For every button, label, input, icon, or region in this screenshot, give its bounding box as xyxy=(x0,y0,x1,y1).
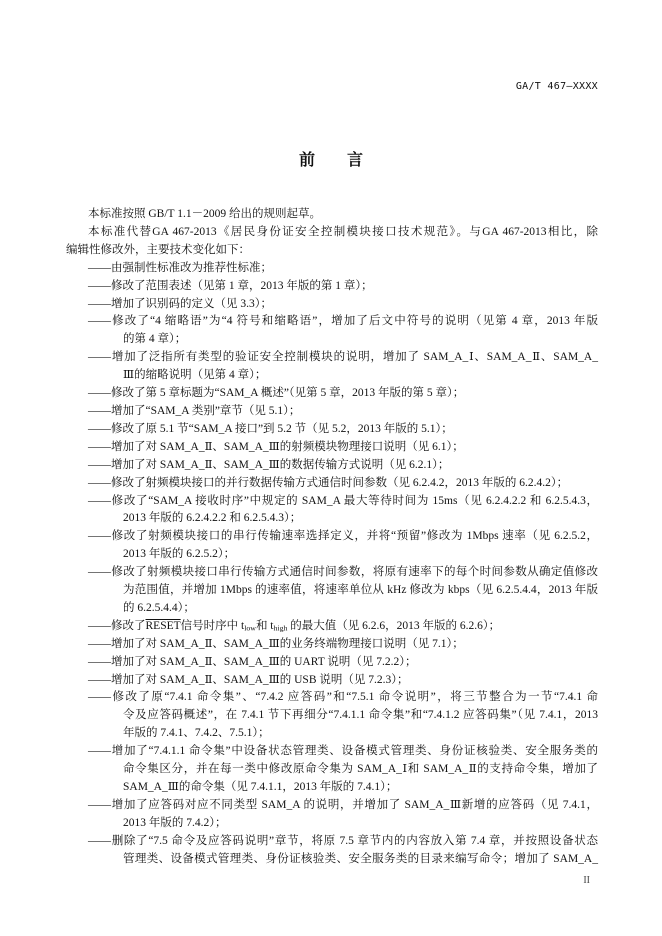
change-line: ——修改了范围表述（见第 1 章，2013 年版的第 1 章）； xyxy=(88,279,373,292)
change-line: ——增加了对 SAM_A_Ⅱ、SAM_A_Ⅲ的射频模块物理接口说明（见 6.1）； xyxy=(88,440,464,453)
subscript: high xyxy=(273,623,288,633)
change-line: ——增加了识别码的定义（见 3.3）； xyxy=(88,297,272,310)
page-number: II xyxy=(583,875,590,886)
change-list-item xyxy=(66,833,598,869)
change-list-item xyxy=(66,278,598,296)
change-line: 的 6.2.5.4.4）； xyxy=(123,601,195,614)
change-list-item xyxy=(66,528,598,564)
change-line: ——修改了“SAM_A 接收时序”中规定的 SAM_A 最大等待时间为 15ms（见 6.2.4.2.2 和 6.2.5.4.3， xyxy=(88,494,598,507)
change-list-item xyxy=(66,672,598,690)
change-line: ——增加了泛指所有类型的验证安全控制模块的说明，增加了 SAM_A_Ⅰ、SAM_A_Ⅱ、SAM_A_ xyxy=(88,351,598,364)
change-line: ——修改了原“7.4.1 命令集”、“7.4.2 应答码”和“7.5.1 命令说明”，将三节整合为一节“7.4.1 命 xyxy=(88,691,598,704)
change-list-item xyxy=(66,493,598,529)
change-line: ——修改了“4 缩略语”为“4 符号和缩略语”，增加了后文中符号的说明（见第 4 章，2013 年版 xyxy=(88,315,598,328)
intro xyxy=(66,206,598,260)
change-line: ——增加了“SAM_A 类别”章节（见 5.1）； xyxy=(88,404,301,417)
change-line: 2013 年版的 6.2.5.2）； xyxy=(123,548,236,561)
change-list-item xyxy=(66,403,598,421)
change-line: ——增加了“7.4.1.1 命令集”中设备状态管理类、设备模式管理类、身份证核验类、安全服务类的 xyxy=(88,745,598,758)
change-line: ——修改了射频模块接口串行传输方式通信时间参数，将原有速率下的每个时间参数从确定值修改 xyxy=(88,566,598,579)
change-line: 2013 年版的 7.4.2）； xyxy=(123,816,227,829)
page-title: 前 言 xyxy=(298,150,363,169)
change-line: ——由强制性标准改为推荐性标准； xyxy=(88,261,272,274)
change-line: 的第 4 章）； xyxy=(123,333,187,346)
change-list-item xyxy=(66,439,598,457)
change-line: SAM_A_Ⅲ的命令集（见 7.4.1.1，2013 年版的 7.4.1）； xyxy=(123,781,398,793)
intro-replacement-line: 本标准代替GA 467-2013《居民身份证安全控制模块接口技术规范》。与GA 467-2013相比，除 xyxy=(88,225,598,238)
signal-name: RESET xyxy=(145,619,181,632)
change-line: ——修改了第 5 章标题为“SAM_A 概述”（见第 5 章，2013 年版的第 5 章）； xyxy=(88,387,465,400)
change-line: 令及应答码概述”，在 7.4.1 节下再细分“7.4.1.1 命令集”和“7.4.1.2 应答码集”（见 7.4.1，2013 xyxy=(123,709,598,722)
change-line: Ⅲ的缩略说明（见第 4 章）； xyxy=(123,369,267,382)
change-line: ——增加了对 SAM_A_Ⅱ、SAM_A_Ⅲ的 USB 说明（见 7.2.3）； xyxy=(88,673,409,686)
change-line: 管理类、设备模式管理类、身份证核验类、安全服务类的目录来编写命令；增加了 SAM_A_ xyxy=(123,852,598,865)
change-list-item xyxy=(66,457,598,475)
intro-replacement-line: 编辑性修改外，主要技术变化如下： xyxy=(66,243,250,256)
change-line: ——删除了“7.5 命令及应答码说明”章节，将原 7.5 章节内的内容放入第 7.4 章，并按照设备状态 xyxy=(88,834,598,847)
text-run: ——修改了 xyxy=(88,619,146,632)
change-list-item xyxy=(66,475,598,493)
text-run: 信号时序中 t xyxy=(180,619,245,632)
change-list-item xyxy=(66,260,598,278)
change-list-item xyxy=(66,296,598,314)
change-list-item xyxy=(66,743,598,797)
change-list-item xyxy=(66,421,598,439)
standard-number: GA/T 467—XXXX xyxy=(515,81,598,92)
change-line xyxy=(66,618,598,636)
change-list-item xyxy=(66,349,598,385)
technical-changes-list xyxy=(66,260,598,869)
change-line: 2013 年版的 6.2.4.2.2 和 6.2.5.4.3）； xyxy=(123,512,302,525)
change-line: ——修改了原 5.1 节“SAM_A 接口”到 5.2 节（见 5.2，2013 年版的 5.1）； xyxy=(88,422,453,435)
change-list-item xyxy=(66,385,598,403)
change-line: ——增加了应答码对应不同类型 SAM_A 的说明，并增加了 SAM_A_Ⅲ新增的应答码（见 7.4.1， xyxy=(88,798,598,811)
change-list-item xyxy=(66,564,598,618)
intro-drafting-rules: 本标准按照 GB/T 1.1－2009 给出的规则起草。 xyxy=(88,208,321,220)
change-list-item xyxy=(66,797,598,833)
change-list-item xyxy=(66,654,598,672)
text-run: 和 t xyxy=(255,619,274,632)
change-line: ——修改了射频模块接口的并行数据传输方式通信时间参数（见 6.2.4.2，2013 年版的 6.2.4.2）； xyxy=(88,476,569,489)
change-list-item xyxy=(66,618,598,636)
change-line: 命令集区分，并在每一类中修改原命令集为 SAM_A_Ⅰ和 SAM_A_Ⅱ的支持命令集，增加了 xyxy=(123,763,598,776)
change-line: ——增加了对 SAM_A_Ⅱ、SAM_A_Ⅲ的 UART 说明（见 7.2.2）； xyxy=(88,655,417,668)
change-list-item xyxy=(66,313,598,349)
change-line: ——修改了射频模块接口的串行传输速率选择定义，并将“预留”修改为 1Mbps 速率（见 6.2.5.2， xyxy=(88,530,598,543)
change-line: 为范围值，并增加 1Mbps 的速率值，将速率单位从 kHz 修改为 kbps（见 6.2.5.4.4，2013 年版 xyxy=(123,584,598,597)
foreword-body xyxy=(66,206,598,869)
subscript: low xyxy=(244,623,256,633)
change-line: ——增加了对 SAM_A_Ⅱ、SAM_A_Ⅲ的数据传输方式说明（见 6.2.1）； xyxy=(88,458,450,471)
change-list-item xyxy=(66,636,598,654)
change-list-item xyxy=(66,689,598,743)
text-run: 的最大值（见 6.2.6，2013 年版的 6.2.6）； xyxy=(287,619,501,632)
change-line: 年版的 7.4.1、7.4.2、7.5.1）； xyxy=(123,727,270,740)
change-line: ——增加了对 SAM_A_Ⅱ、SAM_A_Ⅲ的业务终端物理接口说明（见 7.1）； xyxy=(88,637,464,650)
